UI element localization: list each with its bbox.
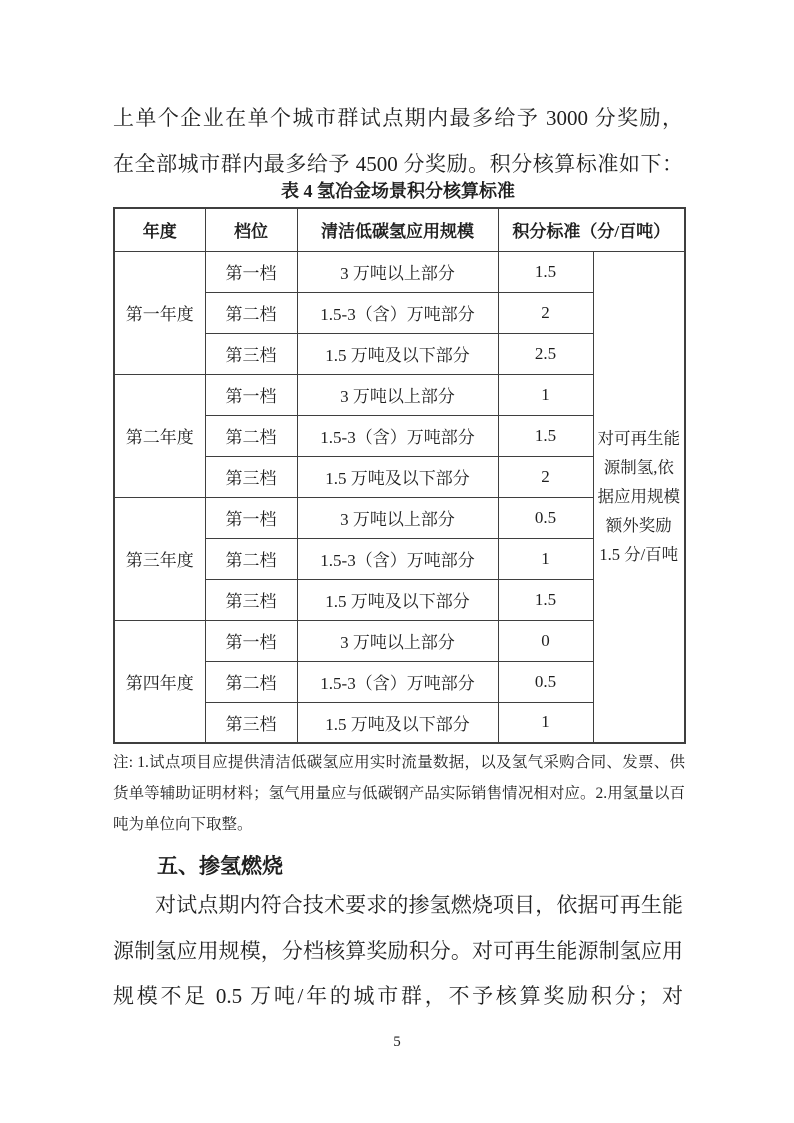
year-cell: 第一年度 [114, 251, 205, 374]
intro-line-1: 上单个企业在单个城市群试点期内最多给予 3000 分奖励， [113, 106, 683, 130]
table-title: 表 4 氢冶金场景积分核算标准 [281, 181, 515, 201]
year-cell: 第三年度 [114, 497, 205, 620]
header-scale: 清洁低碳氢应用规模 [297, 208, 498, 251]
scale-cell: 1.5 万吨及以下部分 [297, 456, 498, 497]
tier-cell: 第一档 [205, 251, 297, 292]
tier-cell: 第一档 [205, 620, 297, 661]
header-tier: 档位 [205, 208, 297, 251]
tier-cell: 第二档 [205, 415, 297, 456]
points-cell: 1.5 [498, 415, 593, 456]
points-cell: 2 [498, 456, 593, 497]
tier-cell: 第二档 [205, 661, 297, 702]
tier-cell: 第三档 [205, 579, 297, 620]
tier-cell: 第三档 [205, 702, 297, 743]
side-note-cell: 对可再生能源制氢,依据应用规模额外奖励 1.5 分/百吨 [593, 251, 685, 743]
points-cell: 1 [498, 702, 593, 743]
points-cell: 1.5 [498, 579, 593, 620]
scale-cell: 1.5 万吨及以下部分 [297, 702, 498, 743]
tier-cell: 第三档 [205, 456, 297, 497]
points-cell: 1 [498, 374, 593, 415]
scale-cell: 1.5 万吨及以下部分 [297, 579, 498, 620]
scale-cell: 1.5-3（含）万吨部分 [297, 538, 498, 579]
tier-cell: 第一档 [205, 374, 297, 415]
year-cell: 第四年度 [114, 620, 205, 743]
points-cell: 0.5 [498, 497, 593, 538]
header-points: 积分标准（分/百吨） [498, 208, 685, 251]
points-cell: 1 [498, 538, 593, 579]
tier-cell: 第二档 [205, 538, 297, 579]
section-paragraph: 对试点期内符合技术要求的掺氢燃烧项目，依据可再生能源制氢应用规模，分档核算奖励积分。对可再生能源制氢应用规模不足 0.5 万吨/年的城市群，不予核算奖励积分；对 [113, 893, 683, 1008]
points-cell: 0 [498, 620, 593, 661]
scale-cell: 3 万吨以上部分 [297, 251, 498, 292]
scale-cell: 1.5 万吨及以下部分 [297, 333, 498, 374]
tier-cell: 第三档 [205, 333, 297, 374]
year-cell: 第二年度 [114, 374, 205, 497]
tier-cell: 第二档 [205, 292, 297, 333]
scale-cell: 1.5-3（含）万吨部分 [297, 415, 498, 456]
points-table [113, 207, 686, 744]
intro-line-2: 在全部城市群内最多给予 4500 分奖励。积分核算标准如下： [113, 152, 683, 176]
scale-cell: 1.5-3（含）万吨部分 [297, 292, 498, 333]
page-number: 5 [393, 1034, 401, 1050]
points-cell: 2.5 [498, 333, 593, 374]
table-footnote: 注: 1.试点项目应提供清洁低碳氢应用实时流量数据，以及氢气采购合同、发票、供货单等辅助证明材料；氢气用量应与低碳钢产品实际销售情况相对应。2.用氢量以百吨为单位向下取整。 [113, 754, 685, 833]
points-cell: 2 [498, 292, 593, 333]
table-header-row [114, 208, 685, 251]
points-cell: 1.5 [498, 251, 593, 292]
scale-cell: 3 万吨以上部分 [297, 497, 498, 538]
scale-cell: 3 万吨以上部分 [297, 374, 498, 415]
tier-cell: 第一档 [205, 497, 297, 538]
intro-paragraph [113, 95, 683, 187]
header-year: 年度 [114, 208, 205, 251]
points-cell: 0.5 [498, 661, 593, 702]
section-heading: 五、掺氢燃烧 [157, 854, 283, 878]
scale-cell: 3 万吨以上部分 [297, 620, 498, 661]
scale-cell: 1.5-3（含）万吨部分 [297, 661, 498, 702]
table-row [114, 251, 685, 292]
